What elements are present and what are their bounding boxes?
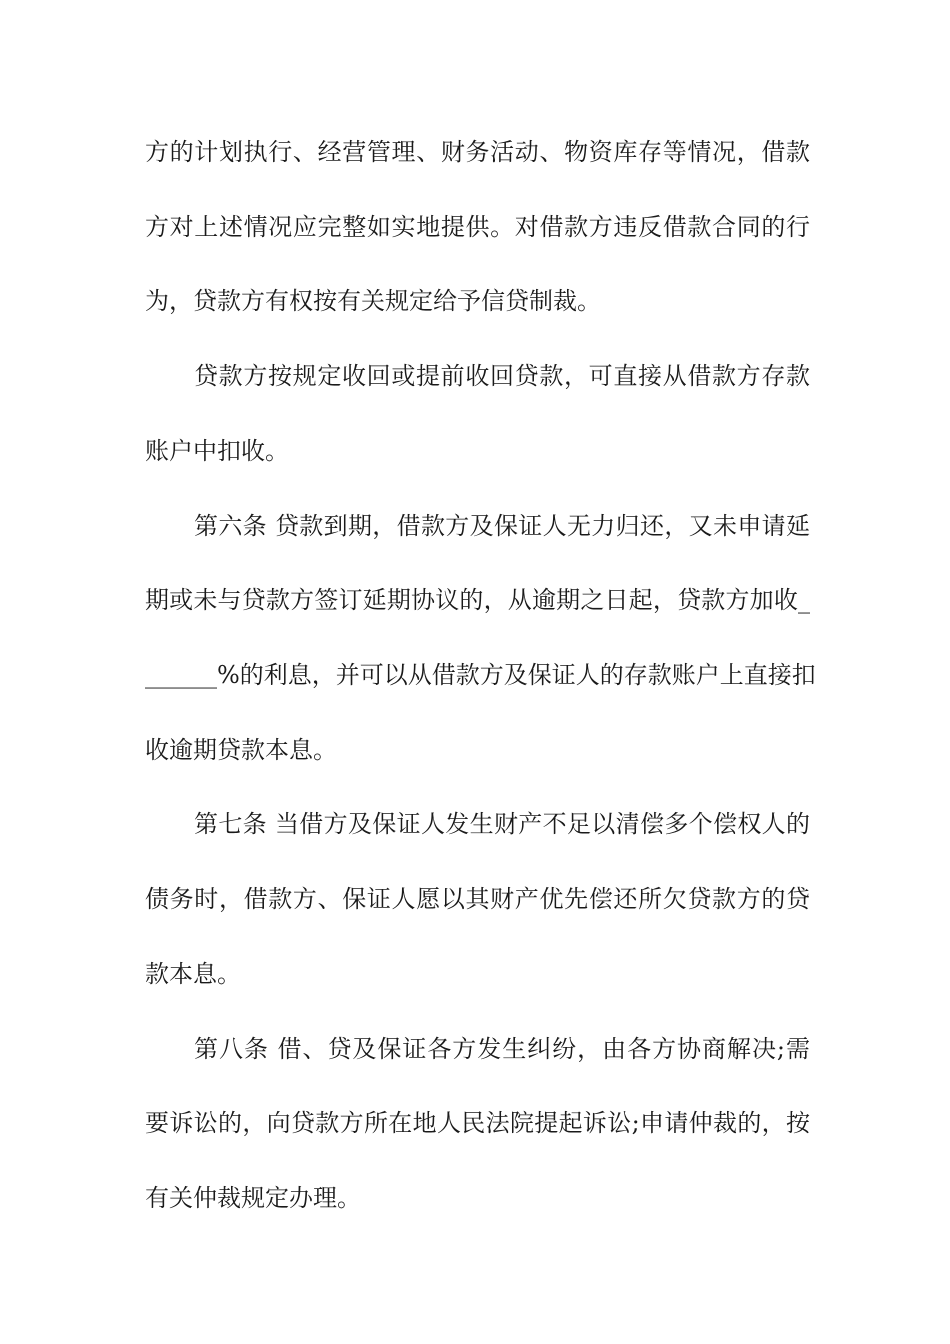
paragraph-line: 款本息。 [145,960,241,988]
article-6-heading-line: 第六条 贷款到期，借款方及保证人无力归还，又未申请延 [194,512,810,540]
paragraph-line: 方的计划执行、经营管理、财务活动、物资库存等情况，借款 [145,138,810,166]
paragraph-line: 为，贷款方有权按有关规定给予信贷制裁。 [145,287,601,315]
article-7-heading-line: 第七条 当借方及保证人发生财产不足以清偿多个偿权人的 [194,810,810,838]
paragraph-line: 期或未与贷款方签订延期协议的，从逾期之日起，贷款方加收_ [145,586,810,614]
paragraph-line: 债务时，借款方、保证人愿以其财产优先偿还所欠贷款方的贷 [145,885,810,913]
paragraph-line: 要诉讼的，向贷款方所在地人民法院提起诉讼;申请仲裁的，按 [145,1109,810,1137]
article-8-heading-line: 第八条 借、贷及保证各方发生纠纷，由各方协商解决;需 [194,1035,810,1063]
paragraph-line: 贷款方按规定收回或提前收回贷款，可直接从借款方存款 [194,362,810,390]
paragraph-line: 账户中扣收。 [145,437,289,465]
paragraph-line: ______%的利息，并可以从借款方及保证人的存款账户上直接扣 [145,661,816,689]
paragraph-line: 方对上述情况应完整如实地提供。对借款方违反借款合同的行 [145,213,810,241]
paragraph-line: 有关仲裁规定办理。 [145,1184,361,1212]
paragraph-line: 收逾期贷款本息。 [145,736,337,764]
